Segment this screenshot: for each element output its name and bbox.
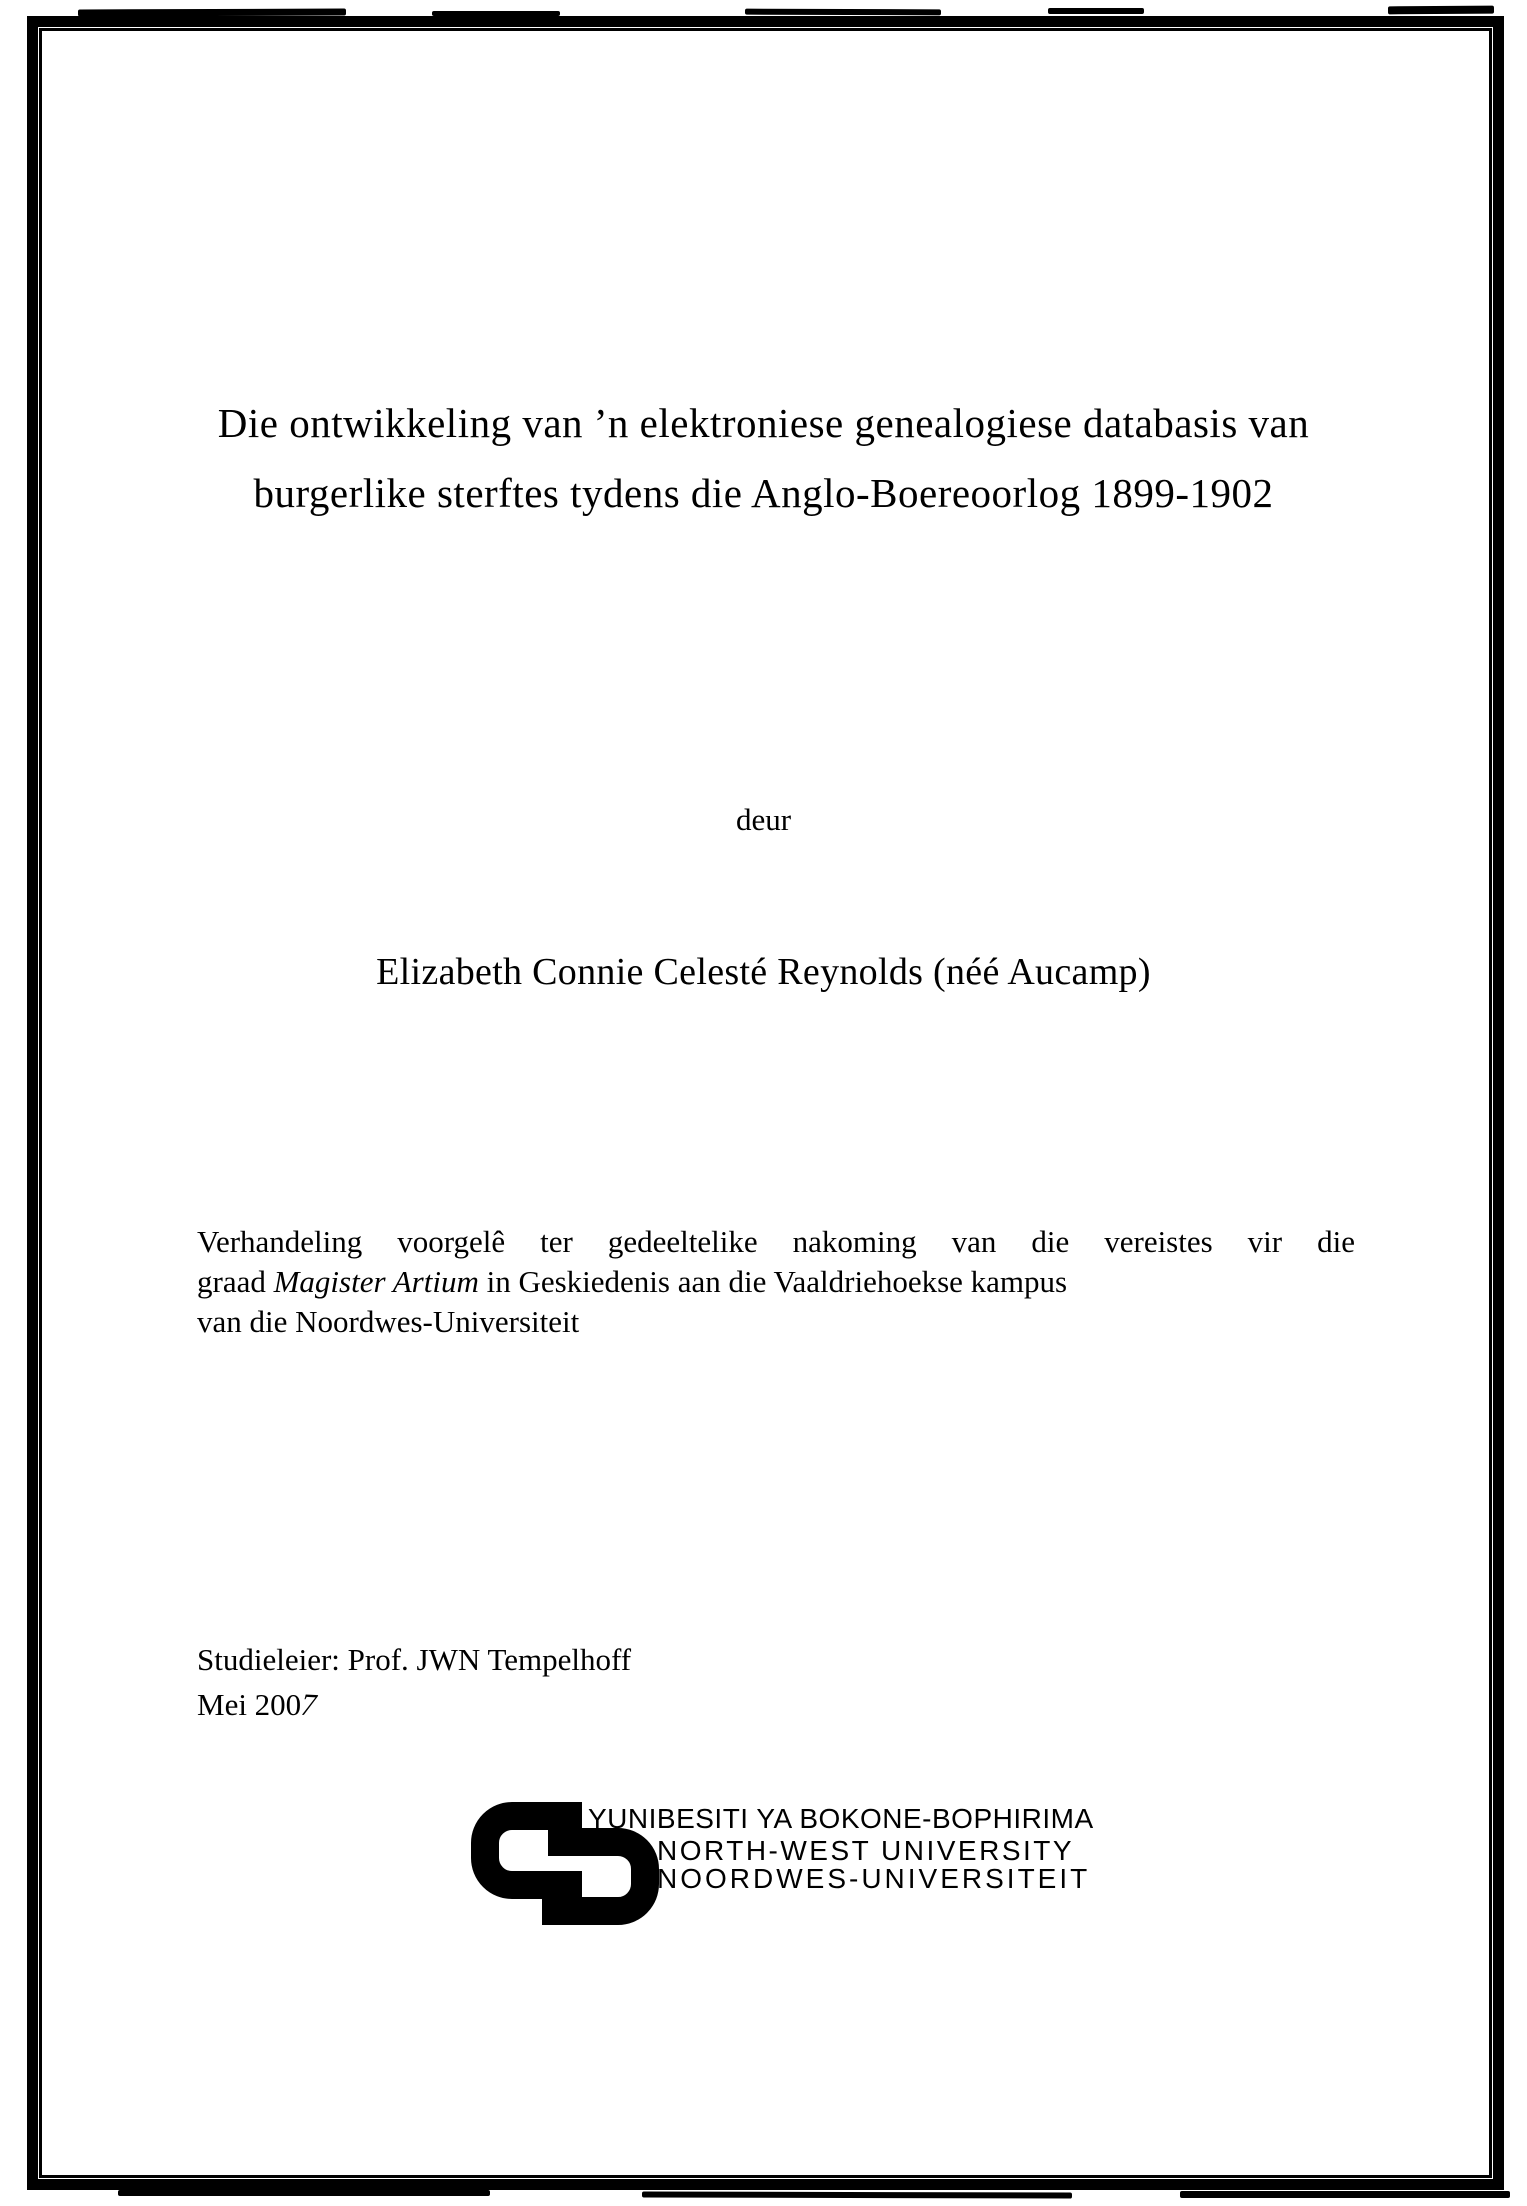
- scan-artifact: [78, 9, 346, 17]
- date-prefix: Mei 200: [197, 1687, 302, 1722]
- degree-name: Magister Artium: [273, 1264, 479, 1299]
- scan-artifact: [118, 2190, 490, 2196]
- university-name-afrikaans: NOORDWES-UNIVERSITEIT: [657, 1863, 1091, 1894]
- statement-line2-suffix: in Geskiedenis aan die Vaaldriehoekse kampus: [478, 1264, 1068, 1299]
- statement-line3: van die Noordwes-Universiteit: [197, 1304, 580, 1339]
- submission-statement: [197, 1222, 1355, 1342]
- thesis-title-line2: burgerlike sterftes tydens die Anglo-Boereoorlog 1899-1902: [253, 470, 1274, 516]
- statement-line2-prefix: graad: [197, 1264, 274, 1299]
- supervisor-block: [197, 1637, 631, 1727]
- university-name-english: NORTH-WEST UNIVERSITY: [657, 1835, 1075, 1866]
- scan-artifact: [1388, 6, 1494, 15]
- statement-line2: [197, 1262, 1355, 1302]
- thesis-title: [110, 388, 1417, 528]
- date-last-digit: 7: [296, 1686, 322, 1723]
- university-name-setswana: YUNIBESITI YA BOKONE-BOPHIRIMA: [588, 1803, 1094, 1834]
- date-line: [197, 1682, 631, 1727]
- byline-label: deur: [735, 802, 792, 837]
- scan-artifact: [745, 9, 941, 16]
- scan-artifact: [1048, 8, 1144, 14]
- scan-artifact: [642, 2191, 1072, 2198]
- thesis-title-line1: Die ontwikkeling van ’n elektroniese genealogiese databasis van: [217, 400, 1310, 446]
- statement-line1: Verhandeling voorgelê ter gedeeltelike nakoming van die vereistes vir die: [197, 1224, 1355, 1259]
- supervisor-line: Studieleier: Prof. JWN Tempelhoff: [197, 1642, 632, 1677]
- author-name: Elizabeth Connie Celesté Reynolds (néé Aucamp): [376, 951, 1151, 993]
- scan-artifact: [1180, 2191, 1510, 2198]
- scan-artifact: [432, 11, 560, 16]
